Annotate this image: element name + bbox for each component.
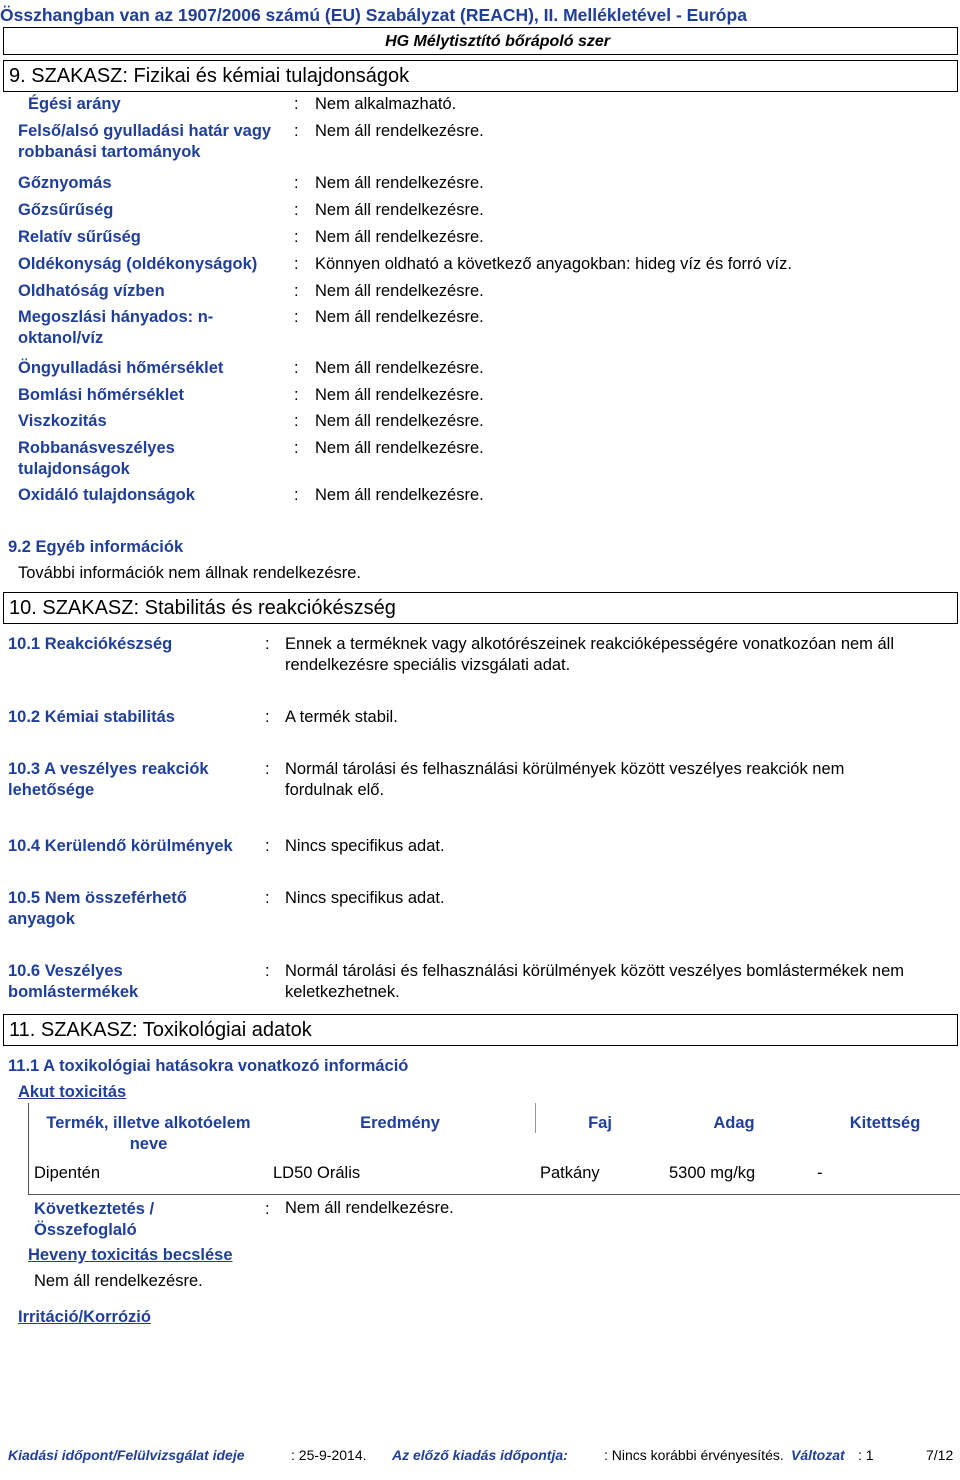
stability-label: 10.3 A veszélyes reakciók lehetősége (8, 760, 209, 799)
column-header: Faj (588, 1114, 612, 1132)
acute-toxicity-estimate-link[interactable]: Heveny toxicitás becslése (28, 1246, 233, 1264)
property-value: Nem áll rendelkezésre. (315, 412, 484, 430)
stability-value: Nincs specifikus adat. (285, 837, 445, 855)
colon: : (294, 122, 299, 140)
property-value: Nem alkalmazható. (315, 95, 457, 113)
table-cell: Patkány (540, 1164, 600, 1182)
property-value: Nem áll rendelkezésre. (315, 228, 484, 246)
column-header: Eredmény (360, 1114, 440, 1132)
section-9-title: 9. SZAKASZ: Fizikai és kémiai tulajdonságok (9, 65, 410, 87)
property-label: Gőznyomás (18, 174, 112, 192)
irritation-corrosion-link[interactable]: Irritáció/Korrózió (18, 1308, 151, 1326)
colon: : (265, 1200, 270, 1218)
colon: : (294, 412, 299, 430)
property-value: Nem áll rendelkezésre. (315, 282, 484, 300)
stability-value: Normál tárolási és felhasználási körülmények között veszélyes reakciók nem fordulnak elő. (285, 760, 845, 799)
other-info-heading: 9.2 Egyéb információk (8, 538, 184, 556)
stability-value: Ennek a terméknek vagy alkotórészeinek reakcióképességére vonatkozóan nem áll rendelkezésre speciális vizsgálati adat. (285, 635, 895, 674)
property-label: Oldékonyság (oldékonyságok) (18, 255, 258, 273)
section-10-title: 10. SZAKASZ: Stabilitás és reakciókészség (9, 597, 396, 619)
property-value: Nem áll rendelkezésre. (315, 174, 484, 192)
property-value: Nem áll rendelkezésre. (315, 439, 484, 457)
footer-previous-value: : Nincs korábbi érvényesítés. (604, 1447, 784, 1463)
footer-version-label: Változat (791, 1447, 845, 1463)
property-value: Nem áll rendelkezésre. (315, 486, 484, 504)
colon: : (265, 837, 270, 855)
stability-value: Normál tárolási és felhasználási körülmények között veszélyes bomlástermékek nem keletkezhetnek. (285, 962, 904, 1001)
property-label: Oxidáló tulajdonságok (18, 486, 195, 504)
property-value: Nem áll rendelkezésre. (315, 122, 484, 140)
property-label: Gőzsűrűség (18, 201, 114, 219)
colon: : (294, 486, 299, 504)
other-info-text: További információk nem állnak rendelkezésre. (18, 564, 362, 582)
colon: : (294, 439, 299, 457)
property-value: Nem áll rendelkezésre. (315, 308, 484, 326)
colon: : (294, 255, 299, 273)
table-cell: - (817, 1164, 823, 1182)
property-label: Robbanásveszélyes tulajdonságok (18, 439, 175, 478)
stability-label: 10.1 Reakciókészség (8, 635, 173, 653)
table-divider (535, 1103, 536, 1133)
section-10-header (3, 592, 958, 624)
toxicology-sub-heading: 11.1 A toxikológiai hatásokra vonatkozó információ (8, 1057, 409, 1075)
section-9-header (3, 60, 958, 92)
conclusion-value: Nem áll rendelkezésre. (285, 1199, 454, 1217)
property-label: Bomlási hőmérséklet (18, 386, 184, 404)
footer-issue-label: Kiadási időpont/Felülvizsgálat ideje (8, 1447, 245, 1463)
property-label: Megoszlási hányados: n-oktanol/víz (18, 308, 214, 347)
stability-label: 10.4 Kerülendő körülmények (8, 837, 233, 855)
table-cell: LD50 Orális (273, 1164, 361, 1182)
colon: : (294, 308, 299, 326)
table-cell: Dipentén (34, 1164, 101, 1182)
property-value: Nem áll rendelkezésre. (315, 359, 484, 377)
property-value: Nem áll rendelkezésre. (315, 386, 484, 404)
colon: : (294, 282, 299, 300)
property-value: Nem áll rendelkezésre. (315, 201, 484, 219)
property-label: Öngyulladási hőmérséklet (18, 359, 224, 377)
column-header: Termék, illetve alkotóelem neve (46, 1114, 251, 1153)
colon: : (294, 174, 299, 192)
column-header: Adag (713, 1114, 755, 1132)
property-label: Felső/alsó gyulladási határ vagy robbanási tartományok (18, 122, 272, 161)
property-label: Oldhatóság vízben (18, 282, 165, 300)
conclusion-label: Következtetés / Összefoglaló (34, 1200, 155, 1239)
colon: : (294, 359, 299, 377)
colon: : (265, 760, 270, 778)
stability-value: Nincs specifikus adat. (285, 889, 445, 907)
colon: : (294, 201, 299, 219)
column-header: Kitettség (849, 1114, 921, 1132)
footer-version-value: : 1 (858, 1447, 874, 1463)
property-label: Égési arány (28, 95, 121, 113)
colon: : (294, 386, 299, 404)
property-value: Könnyen oldható a következő anyagokban: hideg víz és forró víz. (315, 255, 792, 273)
stability-label: 10.6 Veszélyes bomlástermékek (8, 962, 139, 1001)
footer-previous-label: Az előző kiadás időpontja: (392, 1447, 568, 1463)
product-name: HG Mélytisztító bőrápoló szer (385, 33, 610, 50)
document-header-title: Összhangban van az 1907/2006 számú (EU) Szabályzat (REACH), II. Mellékletével - Európa (0, 5, 747, 25)
property-label: Relatív sűrűség (18, 228, 141, 246)
stability-value: A termék stabil. (285, 708, 398, 726)
colon: : (294, 228, 299, 246)
colon: : (265, 889, 270, 907)
property-label: Viszkozitás (18, 412, 107, 430)
colon: : (265, 962, 270, 980)
footer-issue-value: : 25-9-2014. (291, 1447, 367, 1463)
colon: : (265, 635, 270, 653)
colon: : (294, 95, 299, 113)
acute-toxicity-link[interactable]: Akut toxicitás (18, 1083, 127, 1101)
table-cell: 5300 mg/kg (669, 1164, 756, 1182)
stability-label: 10.2 Kémiai stabilitás (8, 708, 175, 726)
stability-label: 10.5 Nem összeférhető anyagok (8, 889, 187, 928)
estimate-text: Nem áll rendelkezésre. (34, 1272, 203, 1290)
section-11-header (3, 1014, 958, 1046)
colon: : (265, 708, 270, 726)
footer-page-number: 7/12 (926, 1447, 954, 1463)
section-11-title: 11. SZAKASZ: Toxikológiai adatok (9, 1019, 312, 1041)
